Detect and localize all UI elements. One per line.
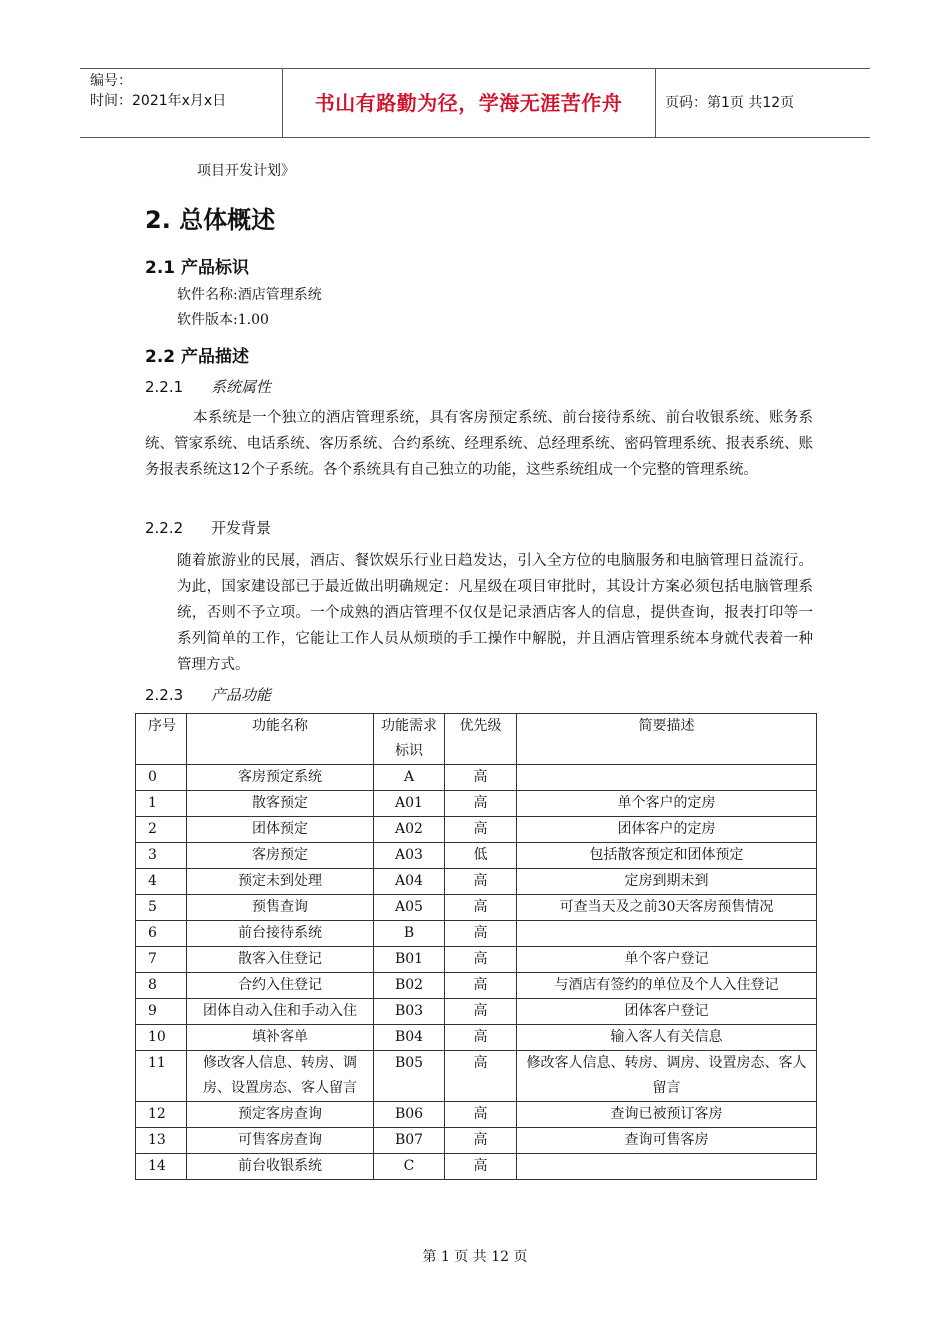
table-cell: 高 <box>445 765 517 791</box>
table-cell: 高 <box>445 791 517 817</box>
table-cell: 8 <box>136 973 187 999</box>
table-cell: B07 <box>374 1128 445 1154</box>
table-cell: A03 <box>374 843 445 869</box>
table-cell: 高 <box>445 1051 517 1102</box>
table-cell: 散客预定 <box>187 791 374 817</box>
table-cell <box>517 765 817 791</box>
table-cell: 0 <box>136 765 187 791</box>
table-cell: 高 <box>445 869 517 895</box>
table-cell: 查询已被预订客房 <box>517 1102 817 1128</box>
code-label: 编号： <box>90 73 132 89</box>
table-cell: 填补客单 <box>187 1025 374 1051</box>
header-left <box>90 71 226 111</box>
table-cell: 查询可售客房 <box>517 1128 817 1154</box>
table-cell <box>517 1154 817 1180</box>
table-cell: A <box>374 765 445 791</box>
table-row <box>136 999 817 1025</box>
time-label: 时间：2021年x月x日 <box>90 93 227 109</box>
table-row <box>136 1051 817 1102</box>
header-divider <box>655 69 656 137</box>
table-cell: 包括散客预定和团体预定 <box>517 843 817 869</box>
table-row <box>136 765 817 791</box>
table-row <box>136 791 817 817</box>
table-cell: 14 <box>136 1154 187 1180</box>
header-cell: 优先级 <box>445 714 517 765</box>
table-cell: 预定未到处理 <box>187 869 374 895</box>
table-cell: 前台接待系统 <box>187 921 374 947</box>
table-cell: 高 <box>445 1025 517 1051</box>
table-cell: B04 <box>374 1025 445 1051</box>
table-cell: 与酒店有签约的单位及个人入住登记 <box>517 973 817 999</box>
table-cell: 10 <box>136 1025 187 1051</box>
table-cell: 7 <box>136 947 187 973</box>
table-cell <box>517 921 817 947</box>
table-cell: 团体客户的定房 <box>517 817 817 843</box>
table-cell: 单个客户登记 <box>517 947 817 973</box>
table-cell: 高 <box>445 895 517 921</box>
table-cell: B02 <box>374 973 445 999</box>
table-row <box>136 1154 817 1180</box>
table-cell: 4 <box>136 869 187 895</box>
table-cell: B05 <box>374 1051 445 1102</box>
table-cell: 预定客房查询 <box>187 1102 374 1128</box>
table-cell: B <box>374 921 445 947</box>
table-row <box>136 921 817 947</box>
table-cell: 合约入住登记 <box>187 973 374 999</box>
table-cell: 2 <box>136 817 187 843</box>
table-cell: 修改客人信息、转房、调房、设置房态、客人留言 <box>517 1051 817 1102</box>
table-cell: 5 <box>136 895 187 921</box>
table-cell: 高 <box>445 973 517 999</box>
table-cell: 6 <box>136 921 187 947</box>
table-cell: 9 <box>136 999 187 1025</box>
table-row <box>136 947 817 973</box>
table-cell: 散客入住登记 <box>187 947 374 973</box>
table-row <box>136 1025 817 1051</box>
table-cell: A04 <box>374 869 445 895</box>
table-cell: 12 <box>136 1102 187 1128</box>
section-title: 开发背景 <box>211 519 272 537</box>
table-cell: A05 <box>374 895 445 921</box>
table-header-row <box>136 714 817 765</box>
table-cell: 高 <box>445 1128 517 1154</box>
table-cell: 团体预定 <box>187 817 374 843</box>
table-cell: 修改客人信息、转房、调房、设置房态、客人留言 <box>187 1051 374 1102</box>
table-row <box>136 1128 817 1154</box>
table-cell: 13 <box>136 1128 187 1154</box>
header-cell: 功能需求标识 <box>374 714 445 765</box>
table-cell: 1 <box>136 791 187 817</box>
section-heading-2-2: 2.2 产品描述 <box>145 347 250 367</box>
table-cell: 高 <box>445 1102 517 1128</box>
table-row <box>136 869 817 895</box>
section-heading-2: 2. 总体概述 <box>145 206 276 234</box>
table-cell: 高 <box>445 947 517 973</box>
table-cell: 输入客人有关信息 <box>517 1025 817 1051</box>
table-row <box>136 1102 817 1128</box>
header-page-info: 页码：第1页 共12页 <box>665 95 795 111</box>
table-cell: 团体客户登记 <box>517 999 817 1025</box>
header-cell: 序号 <box>136 714 187 765</box>
page-header <box>80 68 870 138</box>
table-cell: B01 <box>374 947 445 973</box>
table-row <box>136 973 817 999</box>
section-number: 2.2.2 <box>145 519 184 537</box>
table-cell: 定房到期未到 <box>517 869 817 895</box>
software-name: 软件名称:酒店管理系统 <box>177 287 322 303</box>
page-footer: 第 1 页 共 12 页 <box>422 1249 528 1265</box>
continuation-text: 项目开发计划》 <box>197 163 295 179</box>
table-cell: 高 <box>445 921 517 947</box>
table-cell: 预售查询 <box>187 895 374 921</box>
table-cell: B06 <box>374 1102 445 1128</box>
table-cell: 客房预定系统 <box>187 765 374 791</box>
table-cell: 高 <box>445 999 517 1025</box>
section-title: 产品功能 <box>211 686 272 704</box>
table-cell: 11 <box>136 1051 187 1102</box>
section-number: 2.2.3 <box>145 686 184 704</box>
table-cell: B03 <box>374 999 445 1025</box>
paragraph-background: 随着旅游业的民展，酒店、餐饮娱乐行业日趋发达，引入全方位的电脑服务和电脑管理日益流行。为此，国家建设部已于最近做出明确规定：凡星级在项目审批时，其设计方案必须包括电脑管理系统，否则不予立项。一个成熟的酒店管理不仅仅是记录酒店客人的信息，提供查询，报表打印等一系列简单的工作，它能让工作人员从烦琐的手工操作中解脱，并且酒店管理系统本身就代表着一种管理方式。 <box>177 553 813 673</box>
section-heading-2-2-3 <box>145 684 271 705</box>
table-cell: C <box>374 1154 445 1180</box>
section-heading-2-2-1 <box>145 376 271 397</box>
table-cell: 3 <box>136 843 187 869</box>
section-heading-2-2-2 <box>145 517 271 538</box>
header-motto: 书山有路勤为径，学海无涯苦作舟 <box>314 91 623 115</box>
table-cell: 可查当天及之前30天客房预售情况 <box>517 895 817 921</box>
function-table <box>135 713 817 1180</box>
paragraph-system-attributes: 本系统是一个独立的酒店管理系统，具有客房预定系统、前台接待系统、前台收银系统、账务系统、管家系统、电话系统、客历系统、合约系统、经理系统、总经理系统、密码管理系统、报表系统、账务报表系统这12个子系统。各个系统具有自己独立的功能，这些系统组成一个完整的管理系统。 <box>145 410 813 478</box>
table-cell: A02 <box>374 817 445 843</box>
table-cell: 低 <box>445 843 517 869</box>
table-cell: 高 <box>445 817 517 843</box>
table-cell: 单个客户的定房 <box>517 791 817 817</box>
table-cell: 高 <box>445 1154 517 1180</box>
section-number: 2.2.1 <box>145 378 184 396</box>
table-row <box>136 843 817 869</box>
software-version: 软件版本:1.00 <box>177 312 269 328</box>
table-cell: 前台收银系统 <box>187 1154 374 1180</box>
header-cell: 简要描述 <box>517 714 817 765</box>
table-row <box>136 895 817 921</box>
table-cell: A01 <box>374 791 445 817</box>
table-cell: 团体自动入住和手动入住 <box>187 999 374 1025</box>
header-cell: 功能名称 <box>187 714 374 765</box>
section-heading-2-1: 2.1 产品标识 <box>145 258 250 278</box>
table-cell: 客房预定 <box>187 843 374 869</box>
section-title: 系统属性 <box>211 378 272 396</box>
table-cell: 可售客房查询 <box>187 1128 374 1154</box>
table-row <box>136 817 817 843</box>
